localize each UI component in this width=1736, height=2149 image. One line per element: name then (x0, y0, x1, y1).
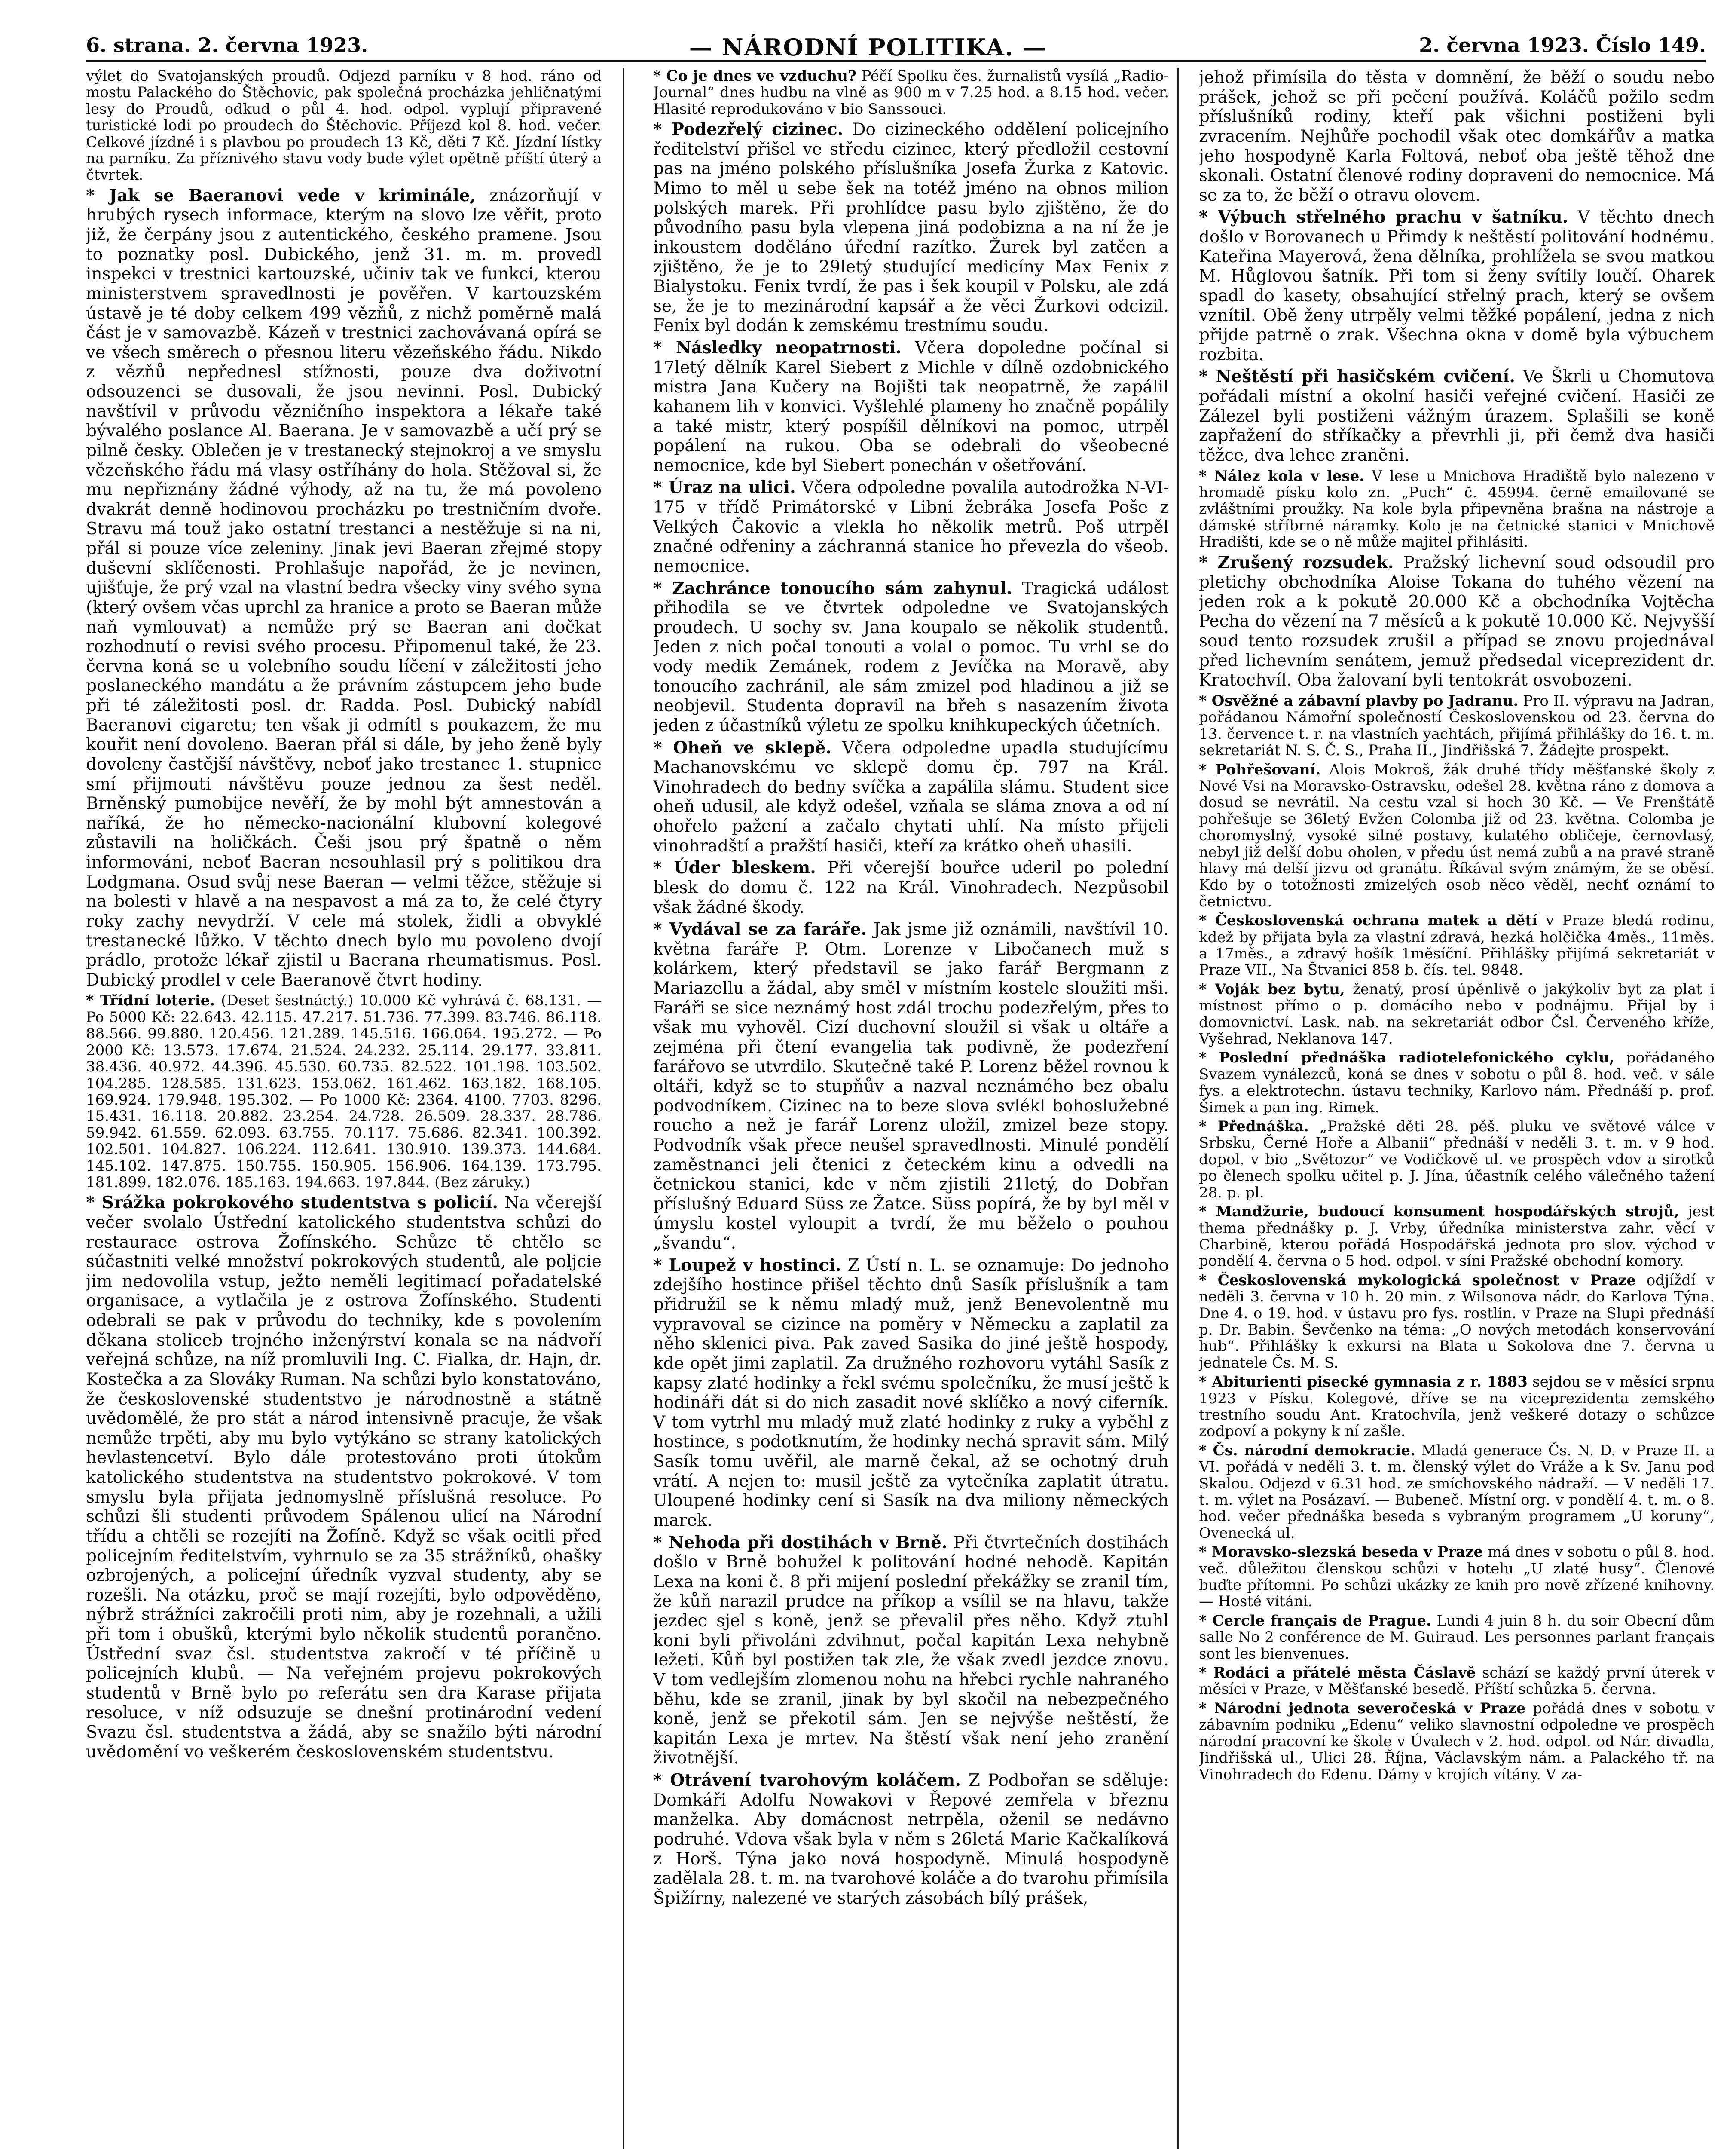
news-item-paragraph (86, 992, 602, 1191)
news-item-headline: * Národní jednota severočeská v Praze (1199, 1699, 1526, 1717)
news-item-text: Pražský lichevní soud odsoudil pro pletichy obchodníka Aloise Tokana do tuhého vězení na jeden rok a k pokutě 20.000 Kč a obchodníka Vojtěcha Pecha do vězení na 7 měsíců a k pokutě 10.000 Kč. Nejvyšší soud tento rozsudek zrušil a případ se znovu projednával před lichevním senátem, jemuž předsedal viceprezident dr. Kratochvíl. Oba žalovaní byli tentokrát osvobozeni. (1199, 553, 1715, 690)
news-item-headline: * Čs. národní demokracie. (1199, 1442, 1415, 1459)
news-item-headline: * Zrušený rozsudek. (1199, 552, 1394, 572)
news-item-paragraph (86, 1193, 602, 1762)
news-item-headline: * Nehoda při dostihách v Brně. (653, 1532, 947, 1552)
news-item-text: Včera odpoledne povalila autodrožka N-VI-175 v třídě Primátorské v Libni žebráka Josefa Poše z Velkých Čakovic a vlekla ho několik metrů. Poš utrpěl značné odřeniny a záchranná stanice ho převezla do všeob. nemocnice. (653, 478, 1169, 576)
news-item-paragraph (653, 120, 1169, 336)
news-item-text: V lese u Mnichova Hradiště bylo nalezeno v hromadě písku kolo zn. „Puch“ č. 45994. černě emailované se zvláštními proužky. Na kole byla připevněna brašna na nástroje a dámské stříbrné náramky. Kolo je na četnické stanici v Mnichově Hradišti, kde se o ně může majitel přihlásiti. (1199, 467, 1715, 551)
news-item-text: Z Podbořan se sděluje: Domkáři Adolfu Nowakovi v Řepové zemřela v březnu manželka. Aby domácnost netrpěla, oženil se nedávno podruhé. Vdova však byla v něm s 26letá Marie Kačkalíková z Horš. Týna jako nová hospodyně. Minulá hospodyně zadělala 28. t. m. na tvarohové koláče a do tvarohu přimísila Špižírny, nalezené ve starých zásobách bílý prášek, (653, 1771, 1169, 1908)
news-item-text: Na včerejší večer svolalo Ústřední katolického studentstva schůzi do restaurace ostrova Žofínského. Schůze tě chtělo se súčastniti velké množství pokrokových studentů, ale poljcie jim nedovolila vstup, ježto neměli legitimací pořadatelské organisace, a vytlačila je z ostrova Žofínského. Studenti odebrali se pak v průvodu do techniky, kde s povolením děkana stoliceb trojného inženýrství konala se na nádvoří veřejná schůze, na níž promluvili Ing. C. Fialka, dr. Hajn, dr. Kostečka a za Slováky Ruman. Na schůzi bylo konstatováno, že československé studentstvo je národnostně a státně uvědomělé, že pro stát a národ intensivně pracuje, že však nemůže trpěti, aby mu bylo vytýkáno se strany katolických hevlastencetví. Bylo dále protestováno proti útokům katolického studentstva na studentstvo pokrokové. V tom smyslu byla přijata jednomyslně příslušná resoluce. Po schůzi šli studenti průvodem Spálenou ulicí na Národní třídu a chtěli se rozejíti na Žofíně. Když se však ocitli před policejním ředitelstvím, vyhrnulo se za 35 strážníků, ohašky ozbrojených, a policejní úředník vyzval studenty, aby se rozešli. Na otázku, proč se mají rozejíti, bylo odpověděno, nýbrž strážníci zakročili proti nim, aby je rozehnali, a užili při tom i obušků, kterými bylo několik studentů poraněno. Ústřední svaz čsl. studentstva zakročí v té příčině u policejních klubů. — Na veřejném projevu pokrokových studentů v Brně bylo po referátu sen dra Karase přijata resoluce, v níž odsuzuje se dnešní protinárodní vedení Svazu čsl. studentstva a žádá, aby se snažilo býti národní uvědomění vo veškerém československém studentstvu. (86, 1193, 602, 1762)
news-item-paragraph (653, 579, 1169, 736)
news-item-text: Včera dopoledne počínal si 17letý dělník Karel Siebert z Michle v dílně ozdobnického mistra Jana Kučery na Bojišti tak neopatrně, že zapálil kahanem lih v konvici. Vyšlehlé plameny ho značně popálily a také mistr, který pospíšil dělníkovi na pomoc, utrpěl popálení na rukou. Oba se odebrali do všeobecné nemocnice, kde byl Siebert ponechán v ošetřování. (653, 338, 1169, 475)
news-item-headline: * Československá mykologická společnost v Praze (1199, 1271, 1636, 1289)
news-item-text: znázorňují v hrubých rysech informace, kterým na slovo lze věřit, proto již, že čerpány jsou z autentického, českého pramene. Jsou to poznatky posl. Dubického, jenž 31. m. m. provedl inspekci v trestnici kartouzské, učiniv tak ve funkci, kterou ministerstvem spravedlnosti je pověřen. V kartouzském ústavě je té doby celkem 499 vězňů, z nichž poměrně malá část je v samovazbě. Kázeň v trestnici zachovávaná opírá se ve všech směrech o přesnou literu vězeňského řádu. Nikdo z vězňů nepřednesl stížnosti, pouze dva doživotní odsouzenci se dusovali, že jsou nevinni. Posl. Dubický navštívil v průvodu vězničního inspektora a lékaře také bývalého poslance Al. Baerana. Je v samovazbě a učí prý se pilně česky. Oblečen je v trestanecký stejnokroj a ve smyslu vězeňského řádu má vlasy ostříhány do hola. Stěžoval si, že mu nepřiznány žádné výhody, až na tu, že má povoleno dvakrát denně hodinovou procházku po trestničním dvoře. Stravu má touž jako ostatní trestanci a nestěžuje si na ni, přál si pouze více zeleniny. Jinak jevi Baeran zřejmé stopy duševní sklíčenosti. Prohlašuje napořád, že je nevinen, ujišťuje, že prý vzal na vlastní bedra všecky viny svého syna (který ovšem včas uprchl za hranice a proto se Baeran může naň vymlouvat) a nemůže prý se Baeran ani dočkat rozhodnutí o revisi svého procesu. Připomenul také, že 23. června koná se u volebního soudu líčení v záležitosti jeho poslaneckého mandátu a že právním zástupcem jeho bude při té záležitosti posl. dr. Radda. Posl. Dubický nabídl Baeranovi cigaretu; ten však ji odmítl s poukazem, že mu kouřit není dovoleno. Baeran přál si dále, by jeho ženě byly dovoleny častější návštěvy, neboť jako trestanec 1. stupnice smí přijmouti návštěvu pouze jednou za šest neděl. Brněnský pumobijce nevěří, že by mohl být amnestován a naříká, že ho německo-nacionální klubovní kolegové zůstavili na holičkách. Češi jsou prý špatně o něm informováni, neboť Baeran nesouhlasil prý s politikou dra Lodgmana. Osud svůj nese Baeran — velmi těžce, stěžuje si na bolesti v hlavě a na nespavost a má za to, že celé čtyry roky zachy nevydrží. V cele má stolek, židli a obvyklé trestanecké lůžko. V těchto dnech bylo mu povoleno dvojí prádlo, protože lékař zjistil u Baerana rheumatismus. Posl. Dubický prodlel v cele Baeranově čtvrt hodiny. (86, 186, 602, 990)
news-item-paragraph (653, 1256, 1169, 1531)
news-item-headline: * Československá ochrana matek a dětí (1199, 912, 1538, 930)
news-item-paragraph (1199, 468, 1715, 551)
news-item (1199, 693, 1715, 759)
news-item-paragraph (653, 920, 1169, 1253)
news-item-text: Jak jsme již oznámili, navštívil 10. května faráře P. Otm. Lorenze v Libočanech muž s kolárkem, který představil se jako farář Bergmann z Mariazellu a žádal, aby směl v místním kostele sloužiti mši. Faráři se sice neznámý host zdál trochu podezřelým, přes to však mu vyhověl. Cizí duchovní sloužil si však u oltáře a zejména při čtení evangelia tak podivně, že podezření farářovo se utvrdilo. Skutečně také P. Lorenz běžel rovnou k oltáři, když se to stupňův a nazval neznámého bez obalu podvodníkem. Cizinec na to beze slova svlékl bohoslužebné roucho a než je farář Lorenz uložil, zmizel beze stopy. Podvodník však přece neušel spravedlnosti. Minulé pondělí zaměstnanci jeli čtenici z četeckém kinu a odvedli na četnickou stanici, kde v něm zjistili 21letý, do Dobřan příslušný Eduard Süss ze Žatce. Süss popírá, že by byl měl v úmyslu kostel vyloupit a tvrdí, že mu běželo o pouhou „švandu“. (653, 920, 1169, 1253)
news-item-headline: * Úder bleskem. (653, 858, 816, 878)
news-item-headline: * Třídní loterie. (86, 992, 215, 1010)
news-item-headline: * Následky neopatrnosti. (653, 338, 902, 358)
news-item-headline: * Neštěstí při hasičském cvičení. (1199, 367, 1515, 387)
news-item-text: odjíždí v neděli 3. června v 10 h. 20 min. z Wilsonova nádr. do Karlova Týna. Dne 4. o 19. hod. v ústavu pro fys. rostlin. v Praze na Slupi přednáší p. Dr. Babin. Ševčenko na téma: „O nových metodách konservování hub“. Přihlášky k exkursi na Blata u Sokolova dne 7. června u jednatele Čs. M. S. (1199, 1271, 1715, 1371)
news-item-headline: * Abiturienti pisecké gymnasia z r. 1883 (1199, 1373, 1528, 1391)
news-item (86, 1193, 602, 1762)
page-number-date: 6. strana. 2. června 1923. (86, 34, 368, 57)
news-item (1199, 1272, 1715, 1371)
news-item-text: Alois Mokroš, žák druhé třídy měšťanské školy z Nové Vsi na Moravsko-Ostravsku, odešel 28. května ráno z domova a dosud se nevrátil. Na cestu vzal si hoch 30 Kč. — Ve Frenštátě pohřešuje se 36letý Evžen Colomba již od 23. května. Colomba je choromyslný, vysoké silné postavy, kulatého obličeje, černovlasý, nebyl již delší dobu oholen, v předu úst nemá zubů a na pravé straně hlavy má delší jizvu od granátu. Říkával svým známým, že se oběsí. Kdo by o totožnosti zmizelých osob něco věděl, nechť oznámí to četnictvu. (1199, 761, 1715, 910)
news-item-text: v Praze bledá rodinu, kdež by přijata byla za vlastní zdravá, hezká holčička 4měs., 11měs. a 17měs., a zdravý hošík 1měsíční. Přihlášky přijímá sekretariát v Praze VII., Na Štvanici 858 b. čís. tel. 9848. (1199, 912, 1715, 979)
news-item-text: ženatý, prosí úpěnlivě o jakýkoliv byt za plat i místnost přímo o p. domácího nebo v podnájmu. Přijal by i domovnictví. Lask. nab. na sekretariát odbor Čsl. Červeného kříže, Vyšehrad, Neklanova 147. (1199, 980, 1715, 1048)
news-item-text: (Deset šestnáctý.) 10.000 Kč vyhrává č. 68.131. — Po 5000 Kč: 22.643. 42.115. 47.217. 51.736. 77.399. 83.746. 86.118. 88.566. 99.880. 120.456. 121.289. 145.516. 166.064. 195.272. — Po 2000 Kč: 13.573. 17.674. 21.524. 24.232. 25.114. 29.177. 33.811. 38.436. 40.972. 44.396. 45.530. 60.735. 82.522. 101.198. 103.502. 104.285. 128.585. 131.623. 153.062. 161.462. 163.182. 168.105. 169.924. 179.948. 195.302. — Po 1000 Kč: 2364. 4100. 7703. 8296. 15.431. 16.118. 20.882. 23.254. 24.728. 26.509. 28.337. 28.786. 59.942. 61.559. 62.093. 63.755. 70.117. 75.686. 82.341. 100.392. 102.501. 104.827. 106.224. 112.641. 130.910. 139.373. 144.684. 145.102. 147.875. 150.755. 150.905. 156.906. 164.139. 173.795. 181.899. 182.076. 185.163. 194.663. 197.844. (Bez záruky.) (86, 992, 602, 1191)
news-item-text: pořádaného Svazem vynálezců, koná se dnes v sobotu o půl 8. hod. več. v sále fys. a elektrotechn. ústavu techniky, Karlovo nám. Přednáší p. prof. Šimek a pan ing. Rimek. (1199, 1049, 1715, 1116)
news-item-paragraph (653, 738, 1169, 856)
news-item-text: „Pražské děti 28. pěš. pluku ve světové válce v Srbsku, Černé Hoře a Albanii“ přednáší v neděli 3. t. m. v 9 hod. dopol. v bio „Světozor“ ve Vodičkově ul. ve prospěch vdov a sirotků po členech spolku učitel p. J. Jína, účastník celého válečného tažení 28. p. pl. (1199, 1118, 1715, 1201)
news-item-paragraph (653, 858, 1169, 917)
news-item (1199, 367, 1715, 465)
news-item-paragraph (653, 478, 1169, 576)
news-item (1199, 912, 1715, 979)
news-item-paragraph (1199, 1272, 1715, 1371)
news-item (1199, 68, 1715, 205)
news-item-headline: * Srážka pokrokového studentstva s policií. (86, 1193, 498, 1213)
news-item (653, 1256, 1169, 1531)
news-item-paragraph (1199, 1665, 1715, 1698)
news-item-text: Z Ústí n. L. se oznamuje: Do jednoho zdejšího hostince přišel těchto dnů Sasík příslušník a tam přidružil se k němu mladý muž, jenž Benevolentně mu vypravoval se cizince na poměry v Německu a zaplatil za něho sklenici piva. Pak zaved Sasika do jiné ještě hospody, kde opět jimi zaplatil. Za družného rozhovoru vytáhl Sasík z kapsy zlaté hodinky a řekl svému společníku, že musí ještě k hodináři dát si do nich zasadit nové sklíčko a nový ciferník. V tom vytrhl mu mladý muž zlaté hodinky z ruky a vyběhl z hostince, s podotknutím, že hodinky nechá spravit sám. Milý Sasík tomu uvěřil, ale marně čekal, až se ochotný druh vrátí. A nejen to: musil ještě za vytečníka zaplatit útratu. Uloupené hodinky cení si Sasík na dva miliony německých marek. (653, 1255, 1169, 1530)
news-item-text: Při čtvrtečních dostihách došlo v Brně bohužel k politování hodné nehodě. Kapitán Lexa na koni č. 8 při mijení poslední překážky se zranil tím, že kůň narazil prudce na příkop a vsílil se na hlavu, takže jezdec sjel s koně, jenž se převalil přes něho. Když ztuhl koni byli přivoláni zdvihnut, počal kapitán Lexa nehybně ležeti. Kůň byl postižen tak zle, že však zvedl jezdce znovu. V tom vedlejším zlomenou nohu na hřebci rychle nahraného běhu, kde se zranil, jinak by byl skočil na nebezpečného koně, jenž se překotil sám. Jen se nejvýše neštěstí, že kapitán Lexa je mrtev. Na štěstí však není jeho zranění životnější. (653, 1533, 1169, 1768)
news-item-text: Péčí Spolku čes. žurnalistů vysílá „Radio-Journal“ dnes hudbu na vlně as 900 m v 7.25 hod. a 8.15 hod. večer. Hlasité reprodukováno v bio Sanssouci. (653, 68, 1169, 118)
header-rule (86, 60, 1706, 62)
news-item (1199, 762, 1715, 910)
news-item-text: má dnes v sobotu o půl 8. hod. več. důležitou členskou schůzi v hotelu „U zlaté husy“. Členové buďte přítomni. Po schůzi ukázky ze knih pro nově zřízené knihovny. — Hosté vítáni. (1199, 1543, 1715, 1610)
news-item-headline: * Výbuch střelného prachu v šatníku. (1199, 207, 1568, 227)
news-item (1199, 1700, 1715, 1783)
news-item-headline: * Voják bez bytu, (1199, 980, 1345, 998)
news-item-text: Včera odpoledne upadla studujícímu Machanovskému ve sklepě domu čp. 797 na Král. Vinohradech do bedny svíčka a zapálila slámu. Student sice oheň udusil, ale když odešel, vzňala se sláma znova a od ní ohořelo pažení a začalo chytati uhlí. Na místo přijeli vinohradští a pražští hasiči, kteří za krátko oheň uhasili. (653, 738, 1169, 856)
masthead-title: — NÁRODNÍ POLITIKA. — (689, 34, 1047, 61)
news-item (1199, 1665, 1715, 1698)
news-item (86, 186, 602, 990)
news-item-text: V těchto dnech došlo v Borovanech u Přimdy k neštěstí politování hodnému. Kateřina Mayerová, žena dělníka, prohlížela se svou matkou M. Hůglovou šatník. Při tom si ženy svítily loučí. Oharek spadl do kasety, obsahující střelný prach, který se ovšem vznítil. Obě ženy utrpěly velmi těžké popálení, jedna z nich přijde patrně o zrak. Všechna okna v domě byla výbuchem rozbita. (1199, 208, 1715, 364)
news-item (653, 1771, 1169, 1908)
news-item (1199, 1050, 1715, 1116)
news-item-headline: * Jak se Baeranovi vede v kriminále, (86, 185, 476, 205)
news-item (1199, 1613, 1715, 1662)
news-item-paragraph (653, 68, 1169, 117)
news-item-text: Mladá generace Čs. N. D. v Praze II. a VI. pořádá v neděli 3. t. m. členský výlet do Vráže a k Sv. Janu pod Skalou. Odjezd v 6.31 hod. ze smíchovského nádraží. — V neděli 17. t. m. výlet na Posázaví. — Bubeneč. Místní org. v pondělí 4. t. m. o 8. hod. večer přednáška beseda s vybraným programem „U koruny“, Ovenecká ul. (1199, 1442, 1715, 1542)
news-item (653, 858, 1169, 917)
news-item-text: Pro II. výpravu na Jadran, pořádanou Námořní společností Československou od 23. června do 13. července t. r. na vlastních yachtách, přijímá přihlášky do 16. t. m. sekretariát N. S. Č. S., Praha II., Jindřišská 7. Žádejte prospekt. (1199, 692, 1715, 759)
news-item (653, 738, 1169, 856)
news-item-paragraph (1199, 912, 1715, 979)
news-item-headline: * Úraz na ulici. (653, 478, 796, 498)
news-item (653, 120, 1169, 336)
news-item-paragraph (86, 68, 602, 184)
news-item (653, 478, 1169, 576)
news-item-paragraph (653, 1533, 1169, 1769)
news-item-text: Tragická událost přihodila se ve čtvrtek odpoledne ve Svatojanských proudech. U sochy sv. Jana koupalo se několik studentů. Jeden z nich počal tonouti a volal o pomoc. Tu vrhl se do vody medik Zemánek, rodem z Jevíčka na Moravě, aby tonoucího zachránil, ale sám zmizel pod hladinou a již se neobjevil. Studenta dopravil na břeh s nasazením života jeden z účastníků výletu ze spolku knihkupeckých účetních. (653, 579, 1169, 735)
news-item-headline: * Zachránce tonoucího sám zahynul. (653, 578, 1012, 598)
news-item-text: Ve Škrli u Chomutova pořádali místní a okolní hasiči veřejné cvičení. Hasiči ze Zálezel byli postiženi vážným úrazem. Splašili se koně zapřažení do stříkačky a převrhli ji, při čemž dva hasiči těžce, dva lehce zraněni. (1199, 367, 1715, 465)
news-item-headline: * Podezřelý cizinec. (653, 119, 844, 140)
news-item-text: schází se každý první úterek v měsíci v Praze, v Měšťanské besedě. Příští schůzka 5. června. (1199, 1664, 1715, 1698)
news-item-headline: * Osvěžné a zábavní plavby po Jadranu. (1199, 692, 1519, 710)
column-divider (623, 68, 624, 2149)
news-item-text: Lundi 4 juin 8 h. du soir Obecní dům salle No 2 conférence de M. Guiraud. Les personnes parlant français sont les bienvenues. (1199, 1612, 1715, 1662)
news-item-paragraph (1199, 1613, 1715, 1662)
news-item-text: Do cizineckého oddělení policejního ředitelství přišel ve středu cizinec, který předložil cestovní pas na jméno polského příslušníka Josefa Žurka z Katovic. Mimo to měl u sebe šek na totéž jméno na obnos milion polských marek. Při prohlídce pasu bylo zjištěno, že do původního pasu byla vlepena jiná podobizna a na ní že je inkoustem doděláno úřední razítko. Žurek byl zatčen a zjištěno, že je to 29letý studující medicíny Max Fenix z Bialystoku. Fenix tvrdí, že pas i šek koupil v Polsku, ale zdá se, že je to mezinárodní kapsář a že věci Žurkovi odcizil. Fenix byl dodán k zemskému trestnímu soudu. (653, 120, 1169, 336)
news-item (1199, 1118, 1715, 1201)
news-item-paragraph (1199, 553, 1715, 690)
news-item-headline: * Oheň ve sklepě. (653, 738, 832, 758)
news-item-headline: * Rodáci a přátelé města Čáslavě (1199, 1664, 1476, 1682)
news-item-paragraph (1199, 693, 1715, 759)
news-item-headline: * Moravsko-slezská beseda v Praze (1199, 1543, 1483, 1561)
news-item (1199, 1203, 1715, 1270)
news-item-headline: * Pohřešovaní. (1199, 761, 1321, 778)
news-item-text: výlet do Svatojanských proudů. Odjezd parníku v 8 hod. ráno od mostu Palackého do Štěchovic, pak společná procházka jehličnatými lesy do Proudů, odkud o půl 4. hod. odpol. vyplují připravené turistické lodi po proudech do Štěchovic. Příjezd kol 8. hod. večer. Celkové jízdné i s plavbou po proudech 13 Kč, děti 7 Kč. Jízdní lístky na parníku. Za příznivého stavu vody bude výlet opětně příští úterý a čtvrtek. (86, 68, 602, 184)
news-item-paragraph (1199, 208, 1715, 364)
news-item-headline: * Mandžurie, budoucí konsument hospodářských strojů, (1199, 1203, 1679, 1221)
news-item (1199, 553, 1715, 690)
news-item-paragraph (1199, 1700, 1715, 1783)
news-item-text: sejdou se v měsíci srpnu 1923 v Písku. Kolegové, dříve se na viceprezidenta zemského trestního soudu Ant. Kratochvíla, jenž veškeré dotazy o schůzce zodpoví a pokyny k ní zašle. (1199, 1373, 1715, 1440)
news-item-paragraph (653, 1771, 1169, 1908)
news-item-headline: * Nález kola v lese. (1199, 467, 1365, 485)
news-item-text: pořádá dnes v sobotu v zábavním podniku „Edenu“ veliko slavnostní odpoledne ve prospěch národní pracovní ke škole v Úvalech v 2. hod. odpol. od Nár. divadla, Jindřišská ul., Ulici 28. Října, Václavským nám. a Palackého tř. na Vinohradech do Edenu. Dámy v krojích vítány. V za- (1199, 1699, 1715, 1783)
news-item (1199, 1544, 1715, 1610)
news-item-headline: * Co je dnes ve vzduchu? (653, 68, 856, 85)
news-item-paragraph (1199, 1544, 1715, 1610)
news-item (1199, 208, 1715, 364)
news-item-paragraph (1199, 981, 1715, 1047)
news-item (653, 338, 1169, 475)
news-item-text: Při včerejší bouřce uderil po polední blesk do domu č. 122 na Král. Vinohradech. Nezpůsobil však žádné škody. (653, 858, 1169, 917)
news-item-paragraph (1199, 1442, 1715, 1541)
news-item (86, 68, 602, 184)
news-item (1199, 1374, 1715, 1440)
news-item (1199, 981, 1715, 1047)
news-item-paragraph (653, 338, 1169, 475)
news-item-headline: * Cercle français de Prague. (1199, 1612, 1431, 1629)
news-item-paragraph (1199, 1374, 1715, 1440)
news-item-paragraph (1199, 1203, 1715, 1270)
news-item-headline: * Poslední přednáška radiotelefonického cyklu, (1199, 1049, 1615, 1067)
news-item-headline: * Loupež v hostinci. (653, 1255, 841, 1275)
news-item-paragraph (86, 186, 602, 990)
news-item-text: jehož přimísila do těsta v domnění, že běží o soudu nebo prášek, jehož se při pečení používá. Koláčů požilo sedm příslušníků rodiny, kteří pak všichni postiženi byli zvracením. Nejhůře pochodil však otec domkářův a matka jeho hospodyně Karla Foltová, neboť oba ještě těhož dne skonali. Ostatní členové rodiny dopraveni do nemocnice. Má se za to, že běží o otravu olovem. (1199, 68, 1715, 205)
news-item-paragraph (1199, 1118, 1715, 1201)
column-divider (1177, 68, 1179, 2149)
column-2 (653, 68, 1169, 2149)
news-item-paragraph (1199, 68, 1715, 205)
news-item (653, 920, 1169, 1253)
news-item-paragraph (1199, 1050, 1715, 1116)
news-item-paragraph (1199, 762, 1715, 910)
news-item-headline: * Vydával se za faráře. (653, 919, 867, 940)
news-item-text: jest thema přednášky p. J. Vrby, úředníka ministerstva zahr. věcí v Charbině, kterou pořádá Hospodářská jednota pro slov. východ v pondělí 4. června o 5 hod. odpol. v síni Pražské obchodní komory. (1199, 1203, 1715, 1270)
news-item (653, 68, 1169, 117)
news-item (1199, 1442, 1715, 1541)
news-item-headline: * Přednáška. (1199, 1118, 1309, 1136)
news-item (653, 579, 1169, 736)
column-1 (86, 68, 602, 2149)
news-item (86, 992, 602, 1191)
column-3 (1199, 68, 1715, 2149)
issue-date-number: 2. června 1923. Číslo 149. (1419, 34, 1706, 57)
news-item (1199, 468, 1715, 551)
news-item-paragraph (1199, 367, 1715, 465)
news-item-headline: * Otrávení tvarohovým koláčem. (653, 1770, 961, 1791)
news-item (653, 1533, 1169, 1769)
